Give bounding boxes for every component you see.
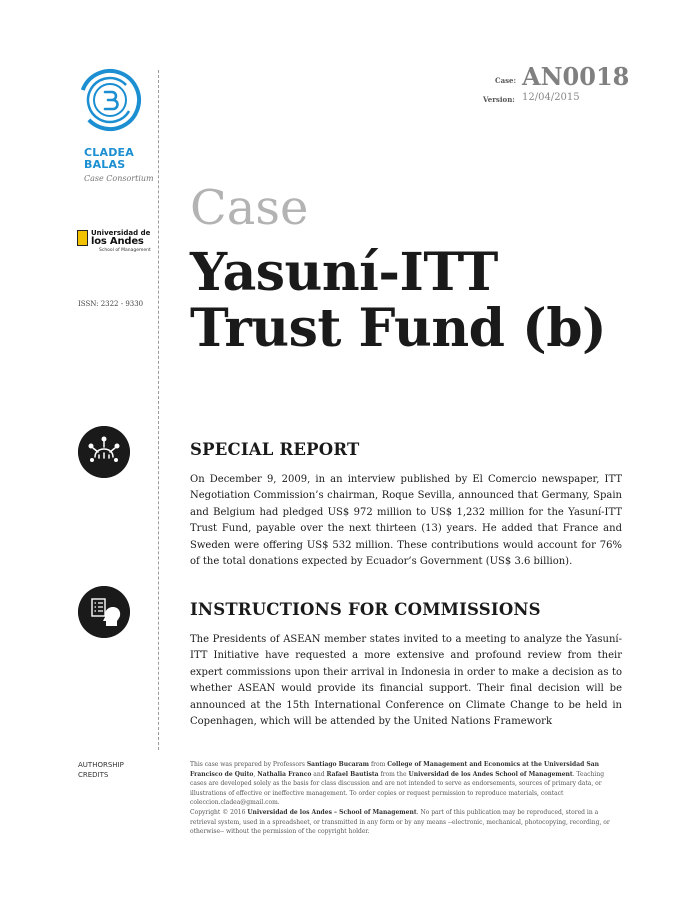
note-text: ,	[253, 770, 258, 778]
cladea-line: CLADEA	[84, 146, 134, 159]
cladea-balas-name	[84, 147, 134, 171]
dashed-divider	[158, 70, 159, 750]
checklist-head-icon	[78, 586, 130, 638]
authorship-credits-label	[78, 760, 124, 780]
author-name: Santiago Bucaram	[306, 761, 370, 768]
copyright-text: . No part of this publication may be reproduced, stored in a retrieval system, used in a spreadsheet, or transmitted in any form or by any means --electronic, mechanical, photocopying, recording, or otherwise-- without the permission of the copyright holder.	[190, 809, 610, 836]
institution-name: Universidad de los Andes School of Management	[408, 770, 573, 778]
author-name: Rafael Bautista	[326, 770, 379, 778]
authorship-line: AUTHORSHIP	[78, 761, 124, 769]
case-word: Case	[190, 180, 309, 236]
note-text: and	[311, 770, 327, 778]
note-text: This case was prepared by Professors	[190, 761, 307, 768]
copyright-notice	[190, 808, 622, 837]
uniandes-logo	[77, 229, 151, 256]
title-line-1: Yasuní-ITT	[190, 242, 498, 303]
uniandes-line3: School of Management	[99, 248, 151, 253]
case-code: AN0018	[522, 62, 630, 91]
author-name: Nathalia Franco	[257, 770, 312, 778]
cladea-logo-icon	[78, 68, 142, 132]
case-preparation-note	[190, 760, 622, 808]
copyright-text: Copyright © 2016	[190, 809, 248, 816]
case-consortium-label: Case Consortium	[84, 174, 154, 183]
credits-line: CREDITS	[78, 771, 109, 779]
note-text: . Teaching cases are developed solely as the basis for class discussion and are not intended to serve as endorsements, sources of primary data, or illustrations of effective or ineffective management. To order copies or request permission to reproduce materials, contact coleccion.cladea@gmail.com.	[190, 770, 605, 807]
uniandes-line2: los Andes	[91, 236, 144, 247]
instructions-heading: INSTRUCTIONS FOR COMMISSIONS	[190, 600, 541, 619]
title-line-2: Trust Fund (b)	[190, 298, 607, 359]
special-report-body: On December 9, 2009, in an interview published by El Comercio newspaper, ITT Negotiation Commission’s chairman, Roque Sevilla, announced that Germany, Spain and Belgium had pledged US$ 972 million to US$ 1,232 million for the Yasuní-ITT Trust Fund, payable over the next thirteen (13) years. He added that France and Sweden were offering US$ 532 million. These contributions would account for 76% of the total donations expected by Ecuador’s Government (US$ 3.6 billion).	[190, 474, 622, 568]
balas-line: BALAS	[84, 158, 126, 171]
copyright-owner: Universidad de los Andes – School of Management	[247, 809, 417, 816]
special-report-heading: SPECIAL REPORT	[190, 440, 360, 459]
people-network-icon	[78, 426, 130, 478]
note-text: from the	[378, 770, 409, 778]
institution-name: College of Management and Economics at the Universidad San Francisco de Quito	[190, 761, 599, 778]
uniandes-shield-icon	[77, 230, 88, 246]
uniandes-line1: Universidad de	[91, 229, 151, 237]
page-title	[190, 242, 607, 359]
instructions-body: The Presidents of ASEAN member states invited to a meeting to analyze the Yasuní-ITT Initiative have requested a more extensive and profound review from their expert commissions upon their arrival in Indonesia in order to make a decision as to whether ASEAN would provide its financial support. Their final decision will be announced at the 15th International Conference on Climate Change to be held in Copenhagen, which will be attended by the United Nations Framework	[190, 634, 622, 728]
version-date: 12/04/2015	[522, 92, 580, 103]
note-text: from	[369, 761, 388, 768]
case-label: Case:	[495, 76, 517, 85]
version-label: Version:	[483, 95, 515, 104]
issn-number: ISSN: 2322 - 9330	[78, 300, 144, 308]
